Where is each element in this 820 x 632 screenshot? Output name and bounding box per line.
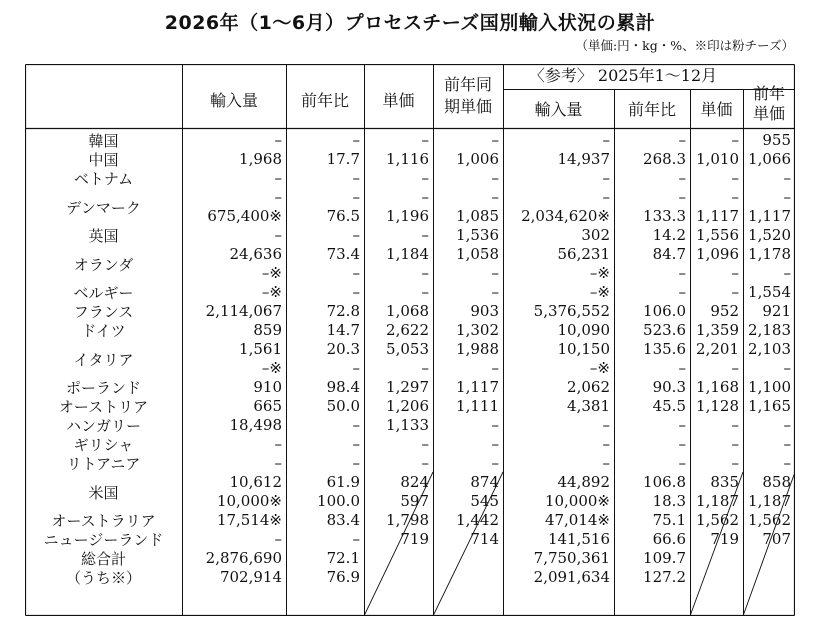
table-cell: – (421, 454, 429, 472)
table-cell: 903 (470, 302, 499, 320)
table-cell: 1,302 (456, 321, 499, 339)
table-cell: 1,536 (456, 226, 499, 244)
table-cell: – (352, 188, 360, 206)
country-name: 英国 (88, 227, 119, 245)
table-cell: 1,988 (456, 340, 499, 358)
table-cell: 1,556 (696, 226, 739, 244)
table-cell: 719 (710, 530, 739, 548)
country-name: フランス (73, 303, 134, 321)
table-cell: – (352, 416, 360, 434)
table-cell: – (421, 264, 429, 282)
table-cell: 72.8 (326, 302, 360, 320)
table-cell: 14,937 (557, 150, 610, 168)
table-cell: – (731, 359, 739, 377)
table-cell: – (783, 264, 791, 282)
country-name: ギリシャ (73, 436, 134, 454)
table-cell: 1,968 (239, 150, 282, 168)
table-cell: 76.5 (326, 207, 360, 225)
table-cell: 56,231 (557, 245, 610, 263)
table-cell: 1,116 (386, 150, 429, 168)
table-cell: –※ (589, 264, 610, 282)
table-cell: 268.3 (643, 150, 686, 168)
table-cell: 1,165 (748, 397, 791, 415)
country-name: ベルギー (73, 284, 134, 302)
table-cell: –※ (261, 264, 282, 282)
table-cell: – (602, 188, 610, 206)
country-name: （うち※） (65, 569, 141, 587)
table-cell: – (491, 454, 499, 472)
table-cell: 5,376,552 (533, 302, 610, 320)
table-cell: – (783, 454, 791, 472)
header-ref-prev-price-line2: 単価 (752, 104, 785, 123)
table-cell: – (352, 435, 360, 453)
table-cell: 1,187 (696, 492, 739, 510)
table-cell: – (491, 264, 499, 282)
header-unit-price: 単価 (382, 91, 415, 110)
table-cell: 1,117 (696, 207, 739, 225)
table-cell: – (731, 169, 739, 187)
header-reference-period: 〈参考〉 2025年1～12月 (528, 66, 718, 85)
table-cell: – (731, 454, 739, 472)
table-cell: 98.4 (326, 378, 360, 396)
table-cell: 1,085 (456, 207, 499, 225)
table-cell: 1,058 (456, 245, 499, 263)
table-cell: 707 (762, 530, 791, 548)
table-cell: 1,196 (386, 207, 429, 225)
table-cell: 5,053 (386, 340, 429, 358)
table-cell: – (421, 283, 429, 301)
import-table (25, 64, 795, 616)
table-cell: – (602, 131, 610, 149)
table-cell: 106.0 (643, 302, 686, 320)
table-cell: 2,103 (748, 340, 791, 358)
table-cell: 1,128 (696, 397, 739, 415)
table-cell: – (421, 359, 429, 377)
table-cell: 719 (400, 530, 429, 548)
country-name: デンマーク (66, 198, 141, 217)
table-cell: 1,010 (696, 150, 739, 168)
table-cell: – (678, 416, 686, 434)
table-cell: 2,183 (748, 321, 791, 339)
table-cell: 1,561 (239, 340, 282, 358)
table-cell: 75.1 (652, 511, 686, 529)
table-cell: 4,381 (567, 397, 610, 415)
table-cell: –※ (261, 359, 282, 377)
table-cell: – (783, 435, 791, 453)
table-cell: 14.2 (652, 226, 686, 244)
table-cell: 18.3 (652, 492, 686, 510)
table-cell: 824 (400, 473, 429, 491)
table-cell: 10,150 (557, 340, 610, 358)
table-cell: – (678, 169, 686, 187)
table-cell: 2,091,634 (533, 568, 610, 586)
table-cell: 302 (581, 226, 610, 244)
country-name: オーストラリア (51, 512, 156, 530)
table-cell: 874 (470, 473, 499, 491)
table-cell: – (678, 359, 686, 377)
table-cell: 1,184 (386, 245, 429, 263)
table-cell: 24,636 (229, 245, 282, 263)
country-name: 総合計 (80, 550, 126, 568)
table-cell: – (352, 359, 360, 377)
table-cell: 84.7 (652, 245, 686, 263)
table-cell: – (783, 416, 791, 434)
table-cell: – (274, 188, 282, 206)
unit-note: （単価:円・kg・%、※印は粉チーズ） (575, 38, 794, 53)
country-name: オーストリア (58, 398, 149, 416)
table-cell: – (352, 283, 360, 301)
header-ref-import-qty: 輸入量 (534, 100, 583, 119)
table-cell: 10,000※ (216, 492, 282, 510)
table-cell: 545 (470, 492, 499, 510)
country-name: リトアニア (66, 455, 141, 473)
table-cell: – (352, 264, 360, 282)
table-cell: – (274, 435, 282, 453)
table-cell: – (602, 435, 610, 453)
country-name: イタリア (73, 350, 134, 369)
table-cell: – (678, 264, 686, 282)
header-prev-price-line2: 期単価 (443, 97, 492, 116)
table-cell: 1,359 (696, 321, 739, 339)
table-cell: 1,100 (748, 378, 791, 396)
table-title: 2026年（1～6月）プロセスチーズ国別輸入状況の累計 (164, 12, 656, 34)
country-name: 米国 (88, 483, 119, 502)
header-ref-prev-price-line1: 前年 (752, 84, 785, 103)
table-cell: – (731, 283, 739, 301)
table-cell: 44,892 (557, 473, 610, 491)
table-cell: – (274, 454, 282, 472)
table-cell: 1,006 (456, 150, 499, 168)
country-name: 韓国 (88, 132, 119, 150)
table-cell: – (421, 131, 429, 149)
table-cell: 1,168 (696, 378, 739, 396)
table-cell: 50.0 (326, 397, 360, 415)
table-cell: 66.6 (652, 530, 686, 548)
country-name: ハンガリー (65, 417, 141, 435)
table-cell: – (731, 264, 739, 282)
table-cell: 1,117 (748, 207, 791, 225)
table-cell: –※ (261, 283, 282, 301)
table-cell: – (731, 188, 739, 206)
table-cell: – (783, 359, 791, 377)
table-cell: 1,111 (456, 397, 499, 415)
header-prev-price-line1: 前年同 (443, 75, 492, 94)
table-cell: – (491, 435, 499, 453)
table-cell: 597 (400, 492, 429, 510)
table-cell: 90.3 (652, 378, 686, 396)
table-cell: 1,178 (748, 245, 791, 263)
table-cell: – (274, 169, 282, 187)
table-cell: 702,914 (219, 568, 282, 586)
table-cell: 17,514※ (216, 511, 282, 529)
table-cell: – (421, 188, 429, 206)
table-cell: 858 (762, 473, 791, 491)
table-cell: 127.2 (643, 568, 686, 586)
table-cell: 10,612 (229, 473, 282, 491)
table-cell: – (731, 131, 739, 149)
table-cell: 1,117 (456, 378, 499, 396)
table-cell: – (491, 188, 499, 206)
table-cell: 45.5 (652, 397, 686, 415)
table-cell: – (352, 454, 360, 472)
table-cell: – (491, 416, 499, 434)
table-cell: – (783, 169, 791, 187)
table-cell: – (678, 435, 686, 453)
table-cell: 100.0 (317, 492, 360, 510)
table-cell: 921 (762, 302, 791, 320)
table-cell: 2,876,690 (205, 549, 282, 567)
table-cell: 675,400※ (207, 207, 282, 225)
table-cell: 1,442 (456, 511, 499, 529)
table-cell: – (678, 131, 686, 149)
table-cell: – (783, 188, 791, 206)
table-cell: 14.7 (326, 321, 360, 339)
country-name: 中国 (88, 151, 119, 169)
table-cell: – (274, 131, 282, 149)
table-cell: – (678, 454, 686, 472)
table-cell: 18,498 (229, 416, 282, 434)
table-cell: 1,562 (748, 511, 791, 529)
country-name: ニュージーランド (43, 531, 164, 549)
table-cell: – (731, 416, 739, 434)
header-import-qty: 輸入量 (209, 91, 258, 110)
table-cell: –※ (589, 283, 610, 301)
table-cell: 1,562 (696, 511, 739, 529)
country-name: ポーランド (65, 379, 141, 397)
table-cell: 1,068 (386, 302, 429, 320)
table-cell: 73.4 (326, 245, 360, 263)
table-cell: 2,062 (567, 378, 610, 396)
table-cell: 1,798 (386, 511, 429, 529)
header-ref-yoy: 前年比 (627, 100, 676, 119)
table-cell: 10,090 (557, 321, 610, 339)
table-cell: 2,201 (696, 340, 739, 358)
table-cell: – (678, 283, 686, 301)
table-cell: 83.4 (326, 511, 360, 529)
table-cell: – (352, 131, 360, 149)
country-name: ベトナム (73, 170, 134, 188)
table-cell: 17.7 (326, 150, 360, 168)
table-cell: 955 (762, 131, 791, 149)
table-cell: – (602, 169, 610, 187)
country-name: ドイツ (81, 322, 126, 340)
table-cell: 141,516 (547, 530, 610, 548)
table-cell: 20.3 (326, 340, 360, 358)
table-cell: 10,000※ (544, 492, 610, 510)
table-cell: –※ (589, 359, 610, 377)
header-ref-unit-price: 単価 (700, 100, 733, 119)
table-cell: – (421, 169, 429, 187)
table-cell: – (352, 530, 360, 548)
country-name: オランダ (73, 255, 134, 274)
table-cell: 1,133 (386, 416, 429, 434)
table-cell: 1,187 (748, 492, 791, 510)
header-yoy: 前年比 (300, 91, 349, 110)
table-cell: – (352, 226, 360, 244)
table-cell: 106.8 (643, 473, 686, 491)
table-cell: – (274, 226, 282, 244)
table-cell: 665 (253, 397, 282, 415)
table-cell: 859 (253, 321, 282, 339)
table-cell: – (491, 359, 499, 377)
table-cell: – (731, 435, 739, 453)
table-cell: 2,034,620※ (521, 207, 610, 225)
table-cell: 835 (710, 473, 739, 491)
table-cell: 1,096 (696, 245, 739, 263)
table-cell: 47,014※ (544, 511, 610, 529)
table-cell: – (491, 283, 499, 301)
table-cell: – (491, 131, 499, 149)
table-cell: 76.9 (326, 568, 360, 586)
table-cell: 1,066 (748, 150, 791, 168)
table-cell: 61.9 (326, 473, 360, 491)
table-cell: 135.6 (643, 340, 686, 358)
table-cell: 109.7 (643, 549, 686, 567)
table-cell: 952 (710, 302, 739, 320)
table-cell: 523.6 (643, 321, 686, 339)
table-cell: 72.1 (326, 549, 360, 567)
table-cell: 910 (253, 378, 282, 396)
table-cell: – (678, 188, 686, 206)
table-cell: – (421, 435, 429, 453)
table-cell: – (491, 169, 499, 187)
table-cell: 714 (470, 530, 499, 548)
table-cell: 133.3 (643, 207, 686, 225)
table-cell: 1,297 (386, 378, 429, 396)
table-cell: 2,622 (386, 321, 429, 339)
table-cell: – (421, 226, 429, 244)
table-cell: 7,750,361 (533, 549, 610, 567)
table-cell: – (274, 530, 282, 548)
table-cell: 1,520 (748, 226, 791, 244)
table-cell: – (602, 454, 610, 472)
table-cell: – (602, 416, 610, 434)
table-cell: 1,554 (748, 283, 791, 301)
table-cell: 1,206 (386, 397, 429, 415)
table-cell: 2,114,067 (205, 302, 282, 320)
table-cell: – (352, 169, 360, 187)
